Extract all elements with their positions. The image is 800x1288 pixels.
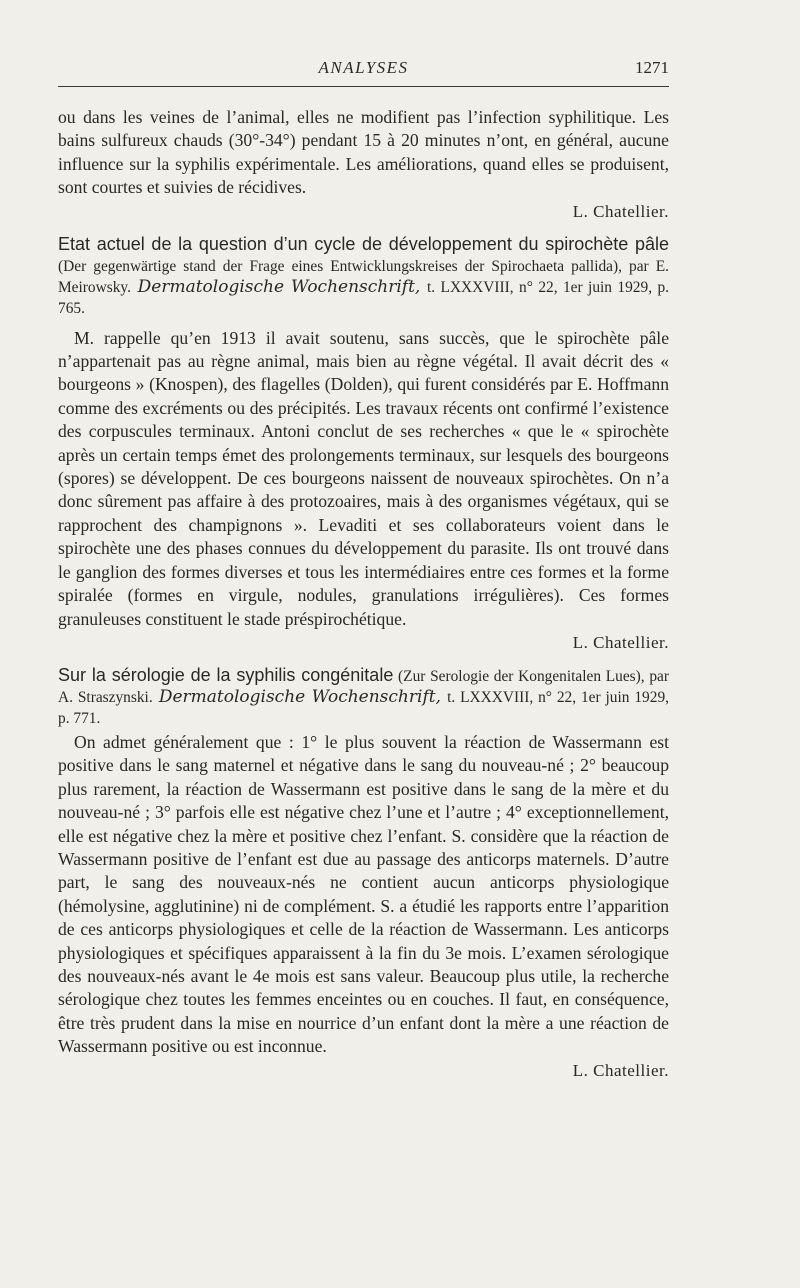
article-body: M. rappelle qu’en 1913 il avait soutenu, sans succès, que le spirochète pâle n’appartenait pas au règne animal, mais bien au règne végétal. Il avait décrit des « bourgeons » (Knospen), des flagelles (Dolden), qui furent considérés par E. Hoffmann comme des excréments ou des précipités. Les travaux récents ont confirmé l’existence des corpuscules terminaux. Antoni conclut de ses recherches « que le « spirochète après un certain temps émet des prolongements terminaux, sur lesquels des bourgeons (spores) se développent. De ces bourgeons naissent de nouveaux spirochètes. On n’a donc sûrement pas affaire à des protozoaires, mais à des organismes végétaux, qui se rapprochent des champignons ». Levaditi et ses collaborateurs voient dans le spirochète une des phases connues du développement du parasite. Ils ont trouvé dans le ganglion des formes diverses et tous les intermédiaires entre ces formes et la forme spiralée (formes en virgule, nodules, granulations irrégulières). Ces formes granuleuses constituent le stade préspirochétique. xyxy=(58,327,669,629)
article-heading xyxy=(58,234,669,319)
running-title: ANALYSES xyxy=(318,58,409,77)
article-author: Straszynski. xyxy=(77,688,153,706)
article-citation: t. LXXXVIII, n° 22, 1er juin 1929, p. 771. xyxy=(58,688,669,727)
article-original-title: (Der gegenwärtige stand der Frage eines Entwicklungskreises der Spirochaeta pallida), par E. xyxy=(58,257,669,275)
article-heading xyxy=(58,665,669,729)
page-header xyxy=(58,58,669,87)
article-title: Etat actuel de la question d’un cycle de développement du spirochète pâle xyxy=(58,233,669,254)
article-body: On admet généralement que : 1° le plus souvent la réaction de Wassermann est positive dans le sang maternel et négative dans le sang du nouveau-né ; 2° beaucoup plus rarement, la réaction de Wassermann est positive dans le sang de la mère et du nouveau-né ; 3° parfois elle est négative chez l’une et l’autre ; 4° exceptionnellement, elle est négative chez la mère et positive chez l’enfant. S. considère que la réaction de Wassermann positive de l’enfant est due au passage des anticorps maternels. D’autre part, le sang des nouveaux-nés ne contient aucun anticorps physiologique (hémolysine, agglutinine) ni de complément. S. a étudié les rapports entre l’apparition de ces anticorps physiologiques et celle de la réaction de Wassermann. Les anticorps physiologiques et spécifiques apparaissent à la fin du 3e mois. L’examen sérologique des nouveaux-nés avant le 4e mois est sans valeur. Beaucoup plus utile, la recherche sérologique chez toutes les femmes enceintes ou en couches. Il faut, en conséquence, être très prudent dans la mise en nourrice d’un enfant dont la mère a une réaction de Wassermann positive ou est inconnue. xyxy=(58,731,669,1057)
article-author: Meirowsky. xyxy=(58,278,131,296)
article-journal: Dermatologische Wochenschrift, xyxy=(158,686,441,707)
signature: L. Chatellier. xyxy=(572,201,669,221)
article-citation: t. LXXXVIII, n° 22, 1er juin 1929, p. 765. xyxy=(58,278,670,317)
article-original-title: (Zur Serologie der Kongenitalen Lues), par A. xyxy=(58,667,669,706)
signature: L. Chatellier. xyxy=(572,632,669,652)
article-journal: Dermatologische Wochenschrift, xyxy=(137,276,421,297)
intro-paragraph: ou dans les veines de l’animal, elles ne modifient pas l’infection syphilitique. Les bains sulfureux chauds (30°-34°) pendant 15 à 20 minutes n’ont, en général, aucune influence sur la syphilis expérimentale. Les améliorations, quand elles se produisent, sont courtes et suivies de récidives. xyxy=(58,107,669,198)
article-title: Sur la sérologie de la syphilis congénitale xyxy=(58,664,394,685)
page-number: 1271 xyxy=(635,58,669,77)
page-content xyxy=(58,106,669,1083)
signature: L. Chatellier. xyxy=(572,1060,669,1080)
